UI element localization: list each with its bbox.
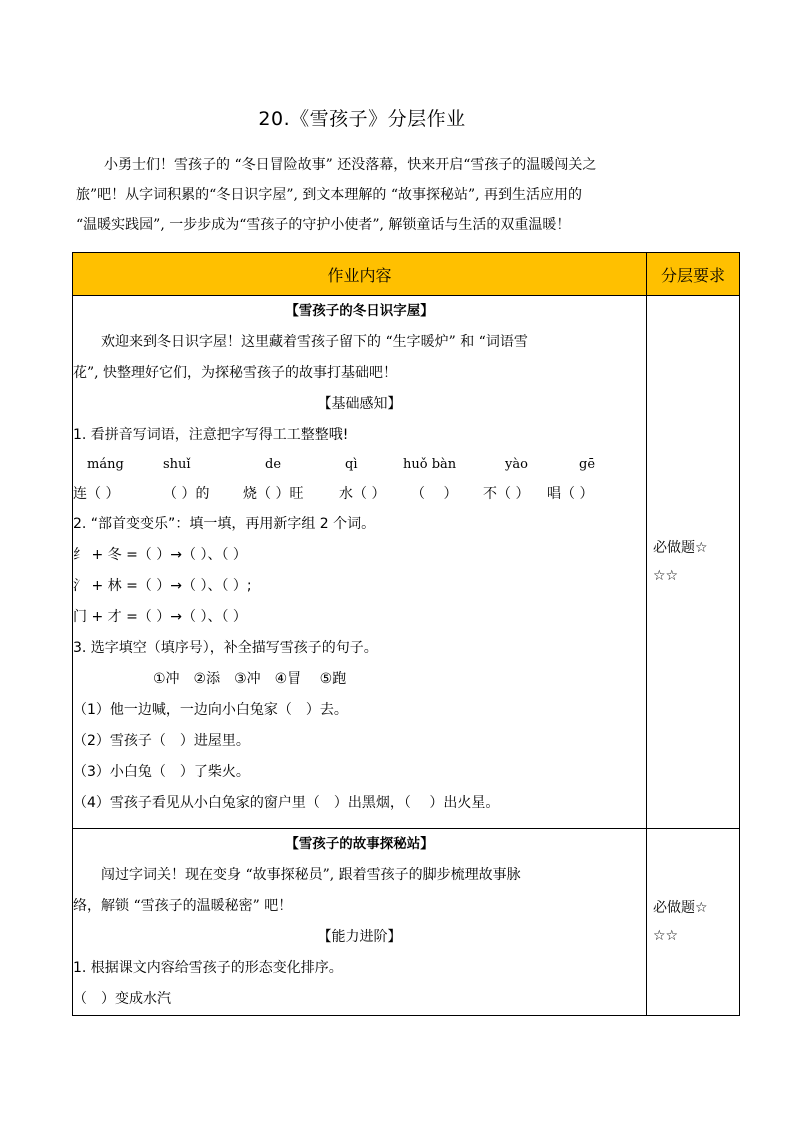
fill-sentence: （2）雪孩子（ ）进屋里。 <box>73 733 250 749</box>
radical-line: 门 + 才 =（ ）→（ ）、（ ） <box>73 609 247 625</box>
section2-requirement <box>647 829 740 1016</box>
intro-line: “温暖实践园”, 一步步成为“雪孩子的守护小使者”, 解锁童话与生活的双重温暖！ <box>76 217 571 233</box>
question-3: 3. 选字填空（填序号），补全描写雪孩子的句子。 <box>73 640 378 656</box>
section-heading: 【雪孩子的故事探秘站】 <box>285 836 434 852</box>
option-list: ①冲 ②添 ③冲 ④冒 ⑤跑 <box>153 671 347 687</box>
section-intro: 花”, 快整理好它们，为探秘雪孩子的故事打基础吧！ <box>73 365 398 381</box>
intro-paragraph <box>76 150 732 240</box>
fill-sentence: （4）雪孩子看见从小白兔家的窗户里（ ）出黑烟，（ ）出火星。 <box>73 795 500 811</box>
header-content: 作业内容 <box>73 253 647 296</box>
pinyin: gē <box>579 457 596 472</box>
homework-table <box>72 252 740 1016</box>
requirement-text: 必做题☆ <box>653 900 708 916</box>
intro-line: 旅”吧！从字词积累的“冬日识字屋”, 到文本理解的 “故事探秘站”, 再到生活应用的 <box>76 187 583 203</box>
order-item: （ ）变成水汽 <box>73 991 171 1007</box>
section-row <box>73 296 740 829</box>
pinyin: yào <box>505 457 528 472</box>
requirement-text: 必做题☆ <box>653 540 708 556</box>
header-requirement: 分层要求 <box>647 253 740 296</box>
section-subheading: 【能力进阶】 <box>317 929 402 945</box>
section-heading: 【雪孩子的冬日识字屋】 <box>285 303 434 319</box>
pinyin: huǒ bàn <box>403 457 457 472</box>
pinyin: de <box>265 457 282 472</box>
pinyin: qì <box>345 457 358 472</box>
word-blank: 连（ ） <box>73 486 120 502</box>
section1-content <box>73 296 647 829</box>
word-blank: 唱（ ） <box>547 486 594 502</box>
requirement-stars: ☆☆ <box>653 568 679 584</box>
word-blank: （ ） <box>411 486 458 502</box>
question-2: 2. “部首变变乐”：填一填，再用新字组 2 个词。 <box>73 516 376 532</box>
pinyin: máng <box>87 457 124 472</box>
section-row <box>73 829 740 1016</box>
pinyin: shuǐ <box>163 457 191 472</box>
section1-requirement <box>647 296 740 829</box>
requirement-stars: ☆☆ <box>653 928 679 944</box>
word-row <box>73 479 646 509</box>
fill-sentence: （3）小白兔（ ）了柴火。 <box>73 764 250 780</box>
word-blank: 不（ ） <box>483 486 530 502</box>
question-1: 1. 根据课文内容给雪孩子的形态变化排序。 <box>73 960 343 976</box>
intro-line: 小勇士们！雪孩子的 “冬日冒险故事” 还没落幕，快来开启“雪孩子的温暖闯关之 <box>104 157 597 173</box>
section-intro: 闯过字词关！现在变身 “故事探秘员”, 跟着雪孩子的脚步梳理故事脉 <box>101 867 521 883</box>
radical-line: 氵 + 林 =（ ）→（ ）、（ ）; <box>73 578 252 594</box>
word-blank: 烧（ ）旺 <box>243 486 304 502</box>
section-intro: 络，解锁 “雪孩子的温暖秘密” 吧！ <box>73 898 293 914</box>
page-title: 20.《雪孩子》分层作业 <box>258 108 466 130</box>
section2-content <box>73 829 647 1016</box>
section-intro: 欢迎来到冬日识字屋！这里藏着雪孩子留下的 “生字暖炉” 和 “词语雪 <box>101 334 528 350</box>
fill-sentence: （1）他一边喊，一边向小白兔家（ ）去。 <box>73 702 348 718</box>
question-1: 1. 看拼音写词语，注意把字写得工工整整哦! <box>73 427 349 443</box>
pinyin-row <box>73 451 646 479</box>
table-header-row <box>73 253 740 296</box>
word-blank: （ ）的 <box>163 486 210 502</box>
radical-line: 纟 + 冬 =（ ）→（ ）、（ ） <box>73 547 247 563</box>
section-subheading: 【基础感知】 <box>317 396 402 412</box>
word-blank: 水（ ） <box>339 486 386 502</box>
